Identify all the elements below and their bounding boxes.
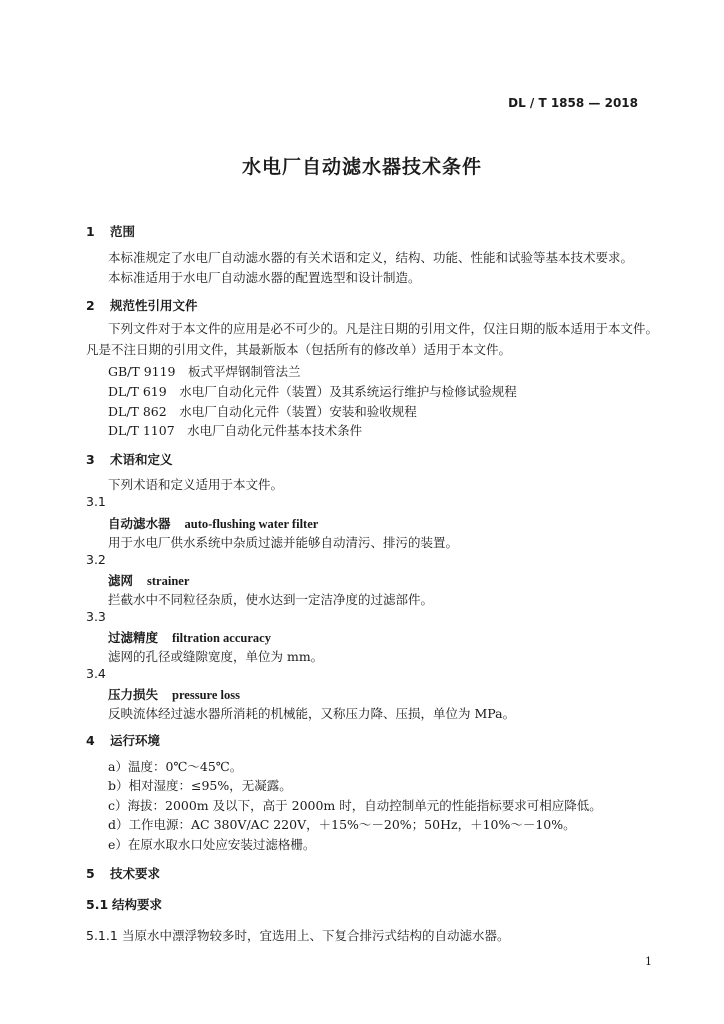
- term-number: 3.1: [86, 494, 106, 509]
- term-definition: 用于水电厂供水系统中杂质过滤并能够自动清污、排污的装置。: [108, 535, 459, 550]
- term-definition: 滤网的孔径或缝隙宽度，单位为 mm。: [108, 649, 324, 664]
- section-5-heading: [86, 864, 160, 882]
- section-number: 1: [86, 224, 95, 239]
- section-4-heading: [86, 731, 160, 749]
- term-definition: 反映流体经过滤水器所消耗的机械能，又称压力降、压损，单位为 MPa。: [108, 706, 516, 721]
- section-3-heading: [86, 450, 173, 468]
- term-cn: 自动滤水器: [108, 516, 171, 531]
- section-title: 术语和定义: [110, 452, 173, 467]
- clause-5-1-1: [86, 926, 510, 944]
- term-definition: 拦截水中不同粒径杂质，使水达到一定洁净度的过滤部件。: [108, 592, 434, 607]
- term-en: filtration accuracy: [172, 631, 271, 645]
- environment-item: a）温度：0℃～45℃。: [108, 759, 243, 774]
- reference-item: DL/T 862 水电厂自动化元件（装置）安装和验收规程: [108, 404, 417, 419]
- section-title: 运行环境: [110, 733, 161, 748]
- section-1-heading: [86, 222, 135, 240]
- document-title: 水电厂自动滤水器技术条件: [241, 156, 482, 178]
- reference-item: GB/T 9119 板式平焊钢制管法兰: [108, 364, 301, 379]
- term-number: 3.4: [86, 666, 106, 681]
- term-cn: 过滤精度: [108, 630, 159, 645]
- standard-number: DL / T 1858 — 2018: [508, 96, 638, 110]
- term-en: strainer: [147, 574, 190, 588]
- term-en: pressure loss: [172, 688, 240, 702]
- term-heading: [108, 514, 318, 532]
- environment-item: b）相对湿度：≤95%，无凝露。: [108, 778, 292, 793]
- section-title: 规范性引用文件: [110, 298, 198, 313]
- section-title: 范围: [110, 224, 136, 239]
- term-cn: 压力损失: [108, 687, 159, 702]
- page-number: 1: [645, 955, 652, 968]
- section-number: 4: [86, 733, 95, 748]
- term-heading: [108, 628, 271, 646]
- environment-item: c）海拔：2000m 及以下，高于 2000m 时，自动控制单元的性能指标要求可相应降低。: [108, 798, 602, 813]
- reference-item: DL/T 1107 水电厂自动化元件基本技术条件: [108, 423, 363, 438]
- environment-item: e）在原水取水口处应安装过滤格栅。: [108, 837, 316, 852]
- section-2-heading: [86, 296, 198, 314]
- clause-text: 当原水中漂浮物较多时，宜选用上、下复合排污式结构的自动滤水器。: [122, 928, 510, 943]
- section-1-paragraph-1: 本标准规定了水电厂自动滤水器的有关术语和定义，结构、功能、性能和试验等基本技术要求。: [108, 250, 634, 265]
- environment-item: d）工作电源：AC 380V/AC 220V，＋15%～－20%；50Hz，＋10%～－10%。: [108, 817, 576, 832]
- clause-number: 5.1.1: [86, 928, 118, 943]
- section-3-intro: 下列术语和定义适用于本文件。: [108, 477, 284, 492]
- section-title: 技术要求: [110, 866, 161, 881]
- section-number: 3: [86, 452, 95, 467]
- subsection-title: 结构要求: [112, 897, 163, 912]
- section-1-paragraph-2: 本标准适用于水电厂自动滤水器的配置选型和设计制造。: [108, 270, 421, 285]
- term-heading: [108, 685, 240, 703]
- term-en: auto-flushing water filter: [184, 517, 319, 531]
- reference-item: DL/T 619 水电厂自动化元件（装置）及其系统运行维护与检修试验规程: [108, 384, 517, 399]
- subsection-5-1-heading: [86, 895, 162, 913]
- section-number: 2: [86, 298, 95, 313]
- section-number: 5: [86, 866, 95, 881]
- term-cn: 滤网: [108, 573, 134, 588]
- section-2-intro: 下列文件对于本文件的应用是必不可少的。凡是注日期的引用文件，仅注日期的版本适用于本文件。凡是不注日期的引用文件，其最新版本（包括所有的修改单）适用于本文件。: [86, 321, 659, 357]
- term-number: 3.3: [86, 609, 106, 624]
- term-number: 3.2: [86, 552, 106, 567]
- subsection-number: 5.1: [86, 897, 109, 912]
- term-heading: [108, 571, 189, 589]
